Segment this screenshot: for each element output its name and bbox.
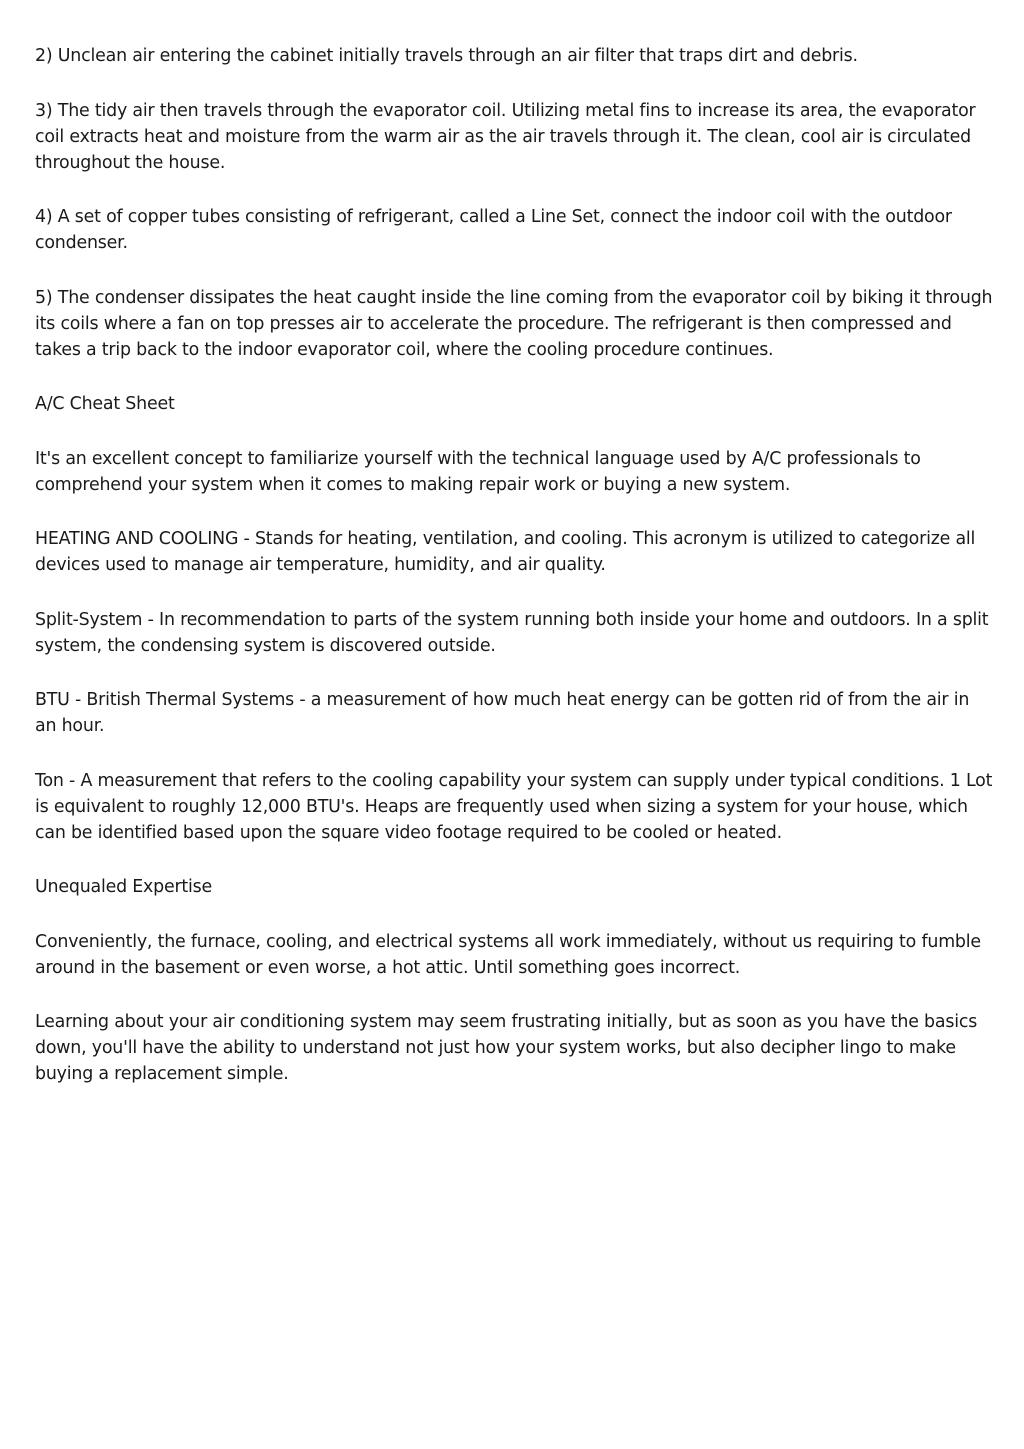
paragraph-term-btu: BTU - British Thermal Systems - a measurement of how much heat energy can be gotten rid of from the air in an hour. xyxy=(35,690,970,736)
paragraph-term-hvac: HEATING AND COOLING - Stands for heating, ventilation, and cooling. This acronym is utilized to categorize all devices used to manage air temperature, humidity, and air quality. xyxy=(35,529,976,575)
paragraph-step-3: 3) The tidy air then travels through the evaporator coil. Utilizing metal fins to increase its area, the evaporator coil extracts heat and moisture from the warm air as the air travels through it. The clean, cool air is circulated throughout the house. xyxy=(35,100,976,173)
paragraph-step-2: 2) Unclean air entering the cabinet initially travels through an air filter that traps dirt and debris. xyxy=(35,46,858,66)
paragraph-conveniently: Conveniently, the furnace, cooling, and electrical systems all work immediately, without us requiring to fumble around in the basement or even worse, a hot attic. Until something goes incorrect. xyxy=(35,931,981,978)
section-heading-expertise: Unequaled Expertise xyxy=(35,877,213,897)
paragraph-learning: Learning about your air conditioning system may seem frustrating initially, but as soon as you have the basics down, you'll have the ability to understand not just how your system works, but also decipher lingo to make buying a replacement simple. xyxy=(35,1012,978,1084)
paragraph-term-split-system: Split-System - In recommendation to parts of the system running both inside your home and outdoors. In a split system, the condensing system is discovered outside. xyxy=(35,609,989,656)
paragraph-step-4: 4) A set of copper tubes consisting of refrigerant, called a Line Set, connect the indoor coil with the outdoor condenser. xyxy=(35,207,952,253)
paragraph-step-5: 5) The condenser dissipates the heat caught inside the line coming from the evaporator coil by biking it through its coils where a fan on top presses air to accelerate the procedure. The refrigerant is then compressed and takes a trip back to the indoor evaporator coil, where the cooling procedure continues. xyxy=(35,287,993,360)
document-body xyxy=(35,43,993,1116)
section-heading-cheat-sheet: A/C Cheat Sheet xyxy=(35,394,175,414)
paragraph-term-ton: Ton - A measurement that refers to the cooling capability your system can supply under typical conditions. 1 Lot is equivalent to roughly 12,000 BTU's. Heaps are frequently used when sizing a system for your house, which can be identified based upon the square video footage required to be cooled or heated. xyxy=(35,770,993,843)
paragraph-intro-terminology: It's an excellent concept to familiarize yourself with the technical language used by A/C professionals to comprehend your system when it comes to making repair work or buying a new system. xyxy=(35,448,921,495)
